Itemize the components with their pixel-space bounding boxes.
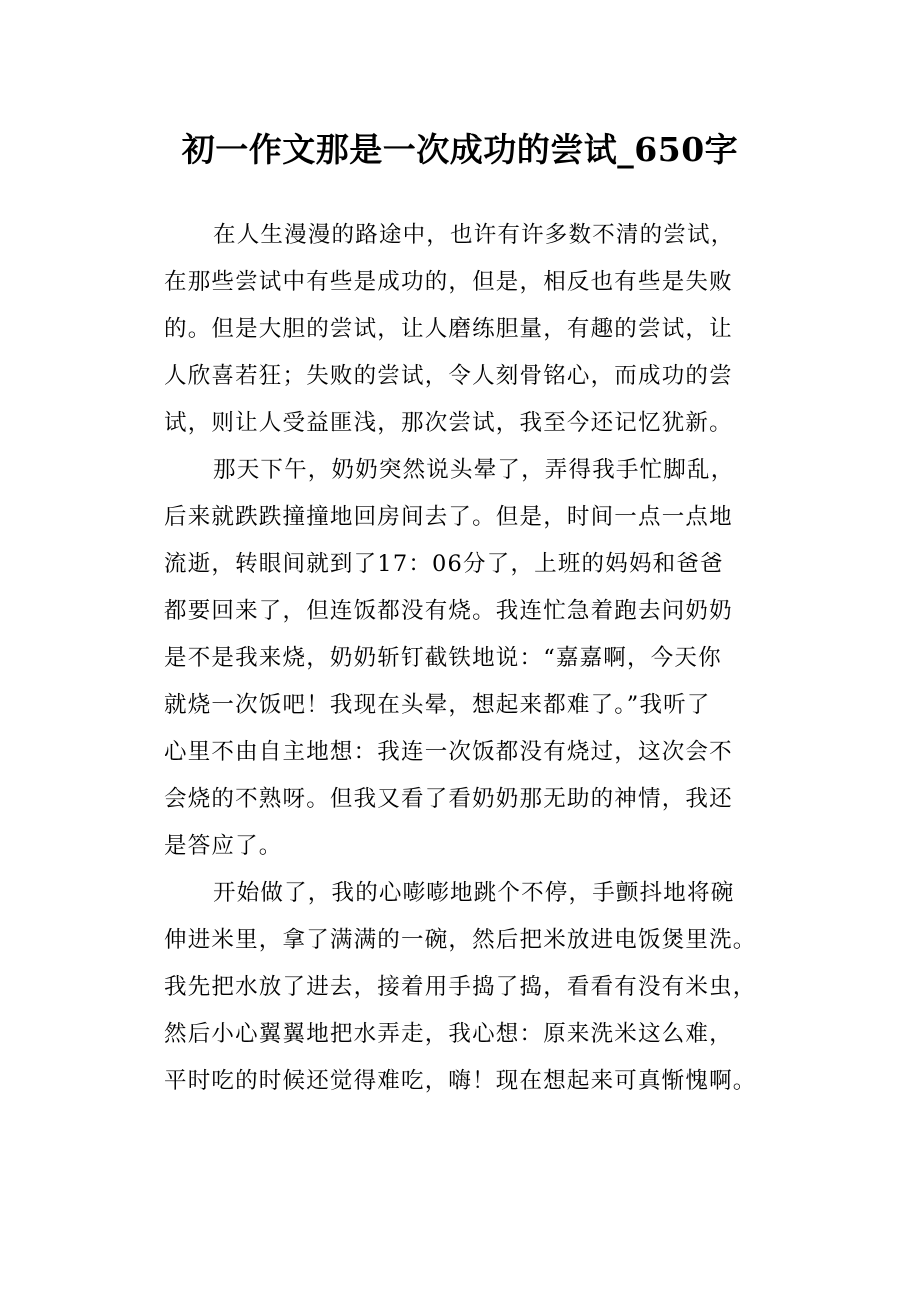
paragraph-2-line-3: 流逝，转眼间就到了17：06分了，上班的妈妈和爸爸 — [164, 551, 724, 577]
paragraph-1-line-3: 的。但是大胆的尝试，让人磨练胆量，有趣的尝试，让 — [164, 316, 733, 342]
paragraph-2-line-7: 心里不由自主地想：我连一次饭都没有烧过，这次会不 — [164, 739, 733, 765]
paragraph-1-line-2: 在那些尝试中有些是成功的，但是，相反也有些是失败 — [164, 269, 733, 295]
paragraph-2-line-9: 是答应了。 — [164, 833, 283, 859]
paragraph-3-line-5: 平时吃的时候还觉得难吃，嗨！现在想起来可真惭愧啊。 — [164, 1068, 757, 1094]
paragraph-2-line-4: 都要回来了，但连饭都没有烧。我连忙急着跑去问奶奶 — [164, 598, 733, 624]
paragraph-2-line-8: 会烧的不熟呀。但我又看了看奶奶那无助的神情，我还 — [164, 786, 733, 812]
paragraph-2-line-1: 那天下午，奶奶突然说头晕了，弄得我手忙脚乱， — [213, 457, 735, 483]
paragraph-3-line-1: 开始做了，我的心嘭嘭地跳个不停，手颤抖地将碗 — [213, 880, 735, 906]
paragraph-2-line-6: 就烧一次饭吧！我现在头晕，想起来都难了。”我听了 — [164, 692, 711, 718]
paragraph-2-line-2: 后来就跌跌撞撞地回房间去了。但是，时间一点一点地 — [164, 504, 733, 530]
paragraph-3-line-2: 伸进米里，拿了满满的一碗，然后把米放进电饭煲里洗。 — [164, 927, 757, 953]
paragraph-3-line-4: 然后小心翼翼地把水弄走，我心想：原来洗米这么难， — [164, 1021, 733, 1047]
paragraph-1-line-4: 人欣喜若狂；失败的尝试，令人刻骨铭心，而成功的尝 — [164, 363, 733, 389]
paragraph-1-line-5: 试，则让人受益匪浅，那次尝试，我至今还记忆犹新。 — [164, 410, 733, 436]
paragraph-2-line-5: 是不是我来烧，奶奶斩钉截铁地说：“嘉嘉啊，今天你 — [164, 645, 722, 671]
paragraph-1-line-1: 在人生漫漫的路途中，也许有许多数不清的尝试， — [213, 222, 735, 248]
document-body — [164, 212, 784, 1105]
document-title: 初一作文那是一次成功的尝试_650字 — [181, 130, 739, 169]
paragraph-3-line-3: 我先把水放了进去，接着用手捣了捣，看看有没有米虫， — [164, 974, 757, 1000]
